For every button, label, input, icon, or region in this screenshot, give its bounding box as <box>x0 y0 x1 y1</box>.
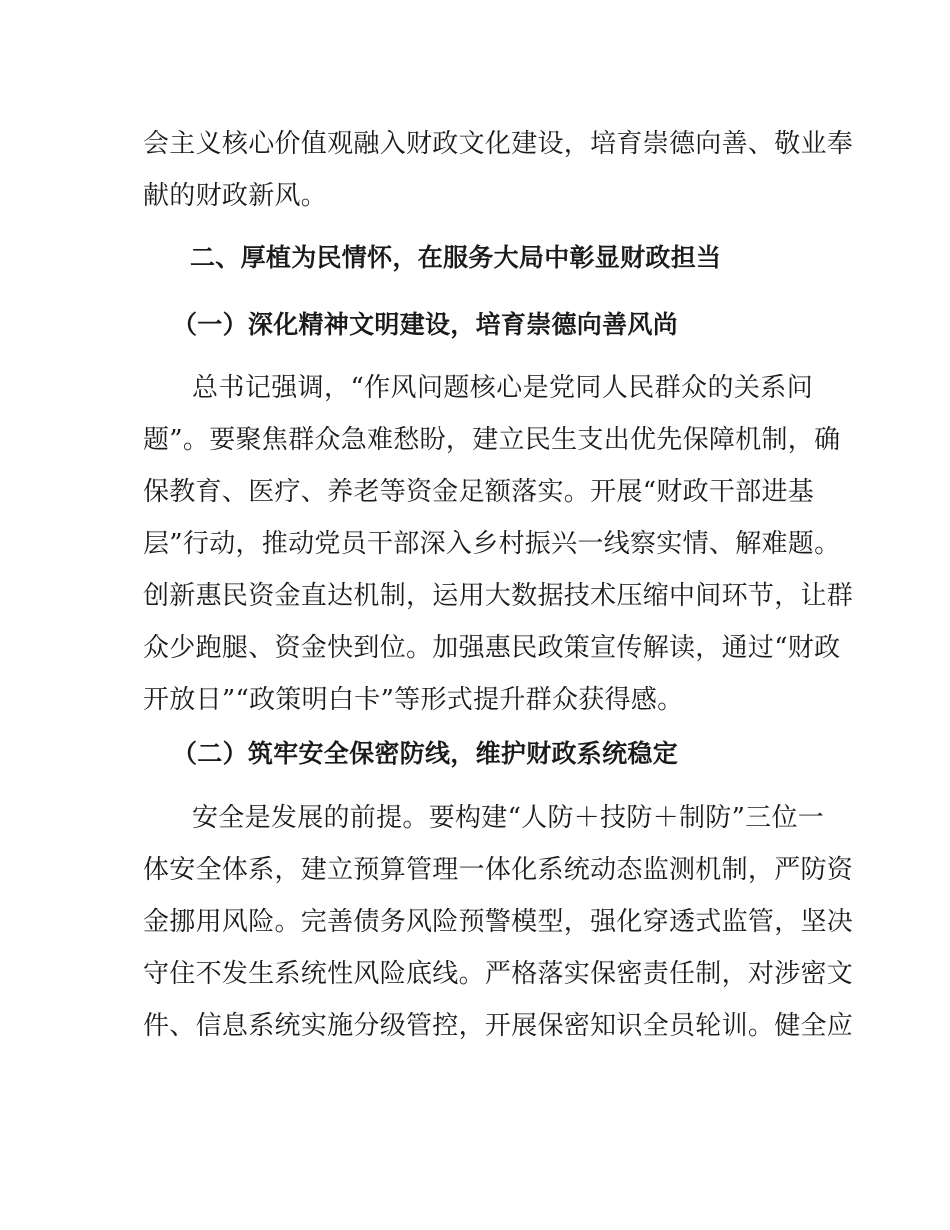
subsection-1-heading: （一）深化精神文明建设，培育崇德向善风尚 <box>172 310 679 339</box>
subsection-1-line-7: 开放日”“政策明白卡”等形式提升群众获得感。 <box>143 685 684 715</box>
subsection-1-line-3: 保教育、医疗、养老等资金足额落实。开展“财政干部进基 <box>143 477 815 507</box>
section-heading: 二、厚植为民情怀，在服务大局中彰显财政担当 <box>190 243 722 272</box>
subsection-2-heading: （二）筑牢安全保密防线，维护财政系统稳定 <box>172 739 679 768</box>
subsection-1-line-4: 层”行动，推动党员干部深入乡村振兴一线察实情、解难题。 <box>143 529 841 559</box>
intro-line-1: 会主义核心价值观融入财政文化建设，培育崇德向善、敬业奉 <box>143 129 854 159</box>
subsection-2-line-3: 金挪用风险。完善债务风险预警模型，强化穿透式监管，坚决 <box>143 907 854 937</box>
subsection-2-line-2: 体安全体系，建立预算管理一体化系统动态监测机制，严防资 <box>143 855 854 885</box>
subsection-2-line-4: 守住不发生系统性风险底线。严格落实保密责任制，对涉密文 <box>143 959 854 989</box>
subsection-1-line-2: 题”。要聚焦群众急难愁盼，建立民生支出优先保障机制，确 <box>143 425 841 455</box>
subsection-1-line-6: 众少跑腿、资金快到位。加强惠民政策宣传解读，通过“财政 <box>143 633 841 663</box>
intro-line-2: 献的财政新风。 <box>143 181 328 211</box>
subsection-1-line-5: 创新惠民资金直达机制，运用大数据技术压缩中间环节，让群 <box>143 581 854 611</box>
subsection-2-line-1: 安全是发展的前提。要构建“人防＋技防＋制防”三位一 <box>192 803 825 833</box>
subsection-2-line-5: 件、信息系统实施分级管控，开展保密知识全员轮训。健全应 <box>143 1011 854 1041</box>
subsection-1-line-1: 总书记强调，“作风问题核心是党同人民群众的关系问 <box>192 373 813 403</box>
